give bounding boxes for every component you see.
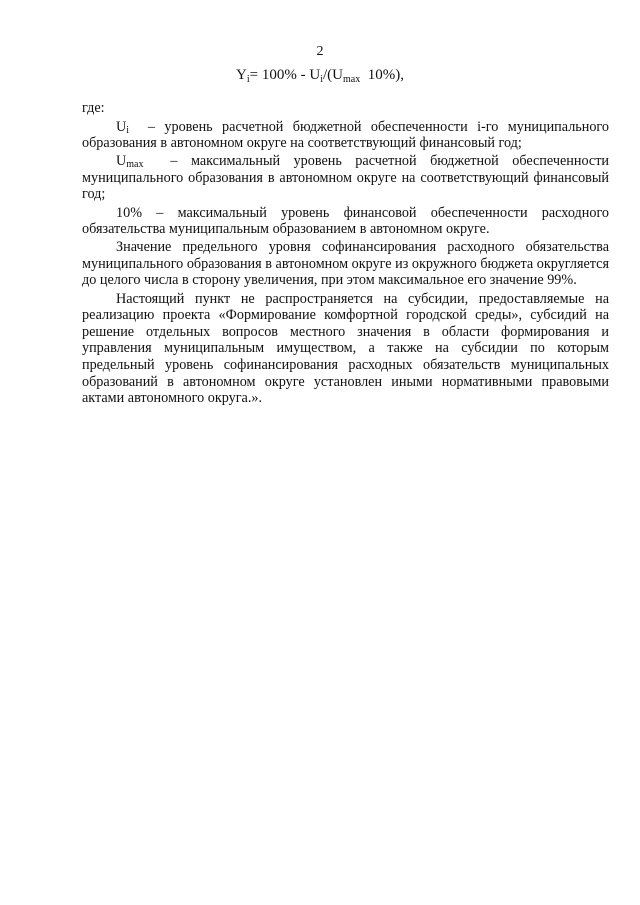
definition-umax [82,153,609,203]
definition-ui [82,119,609,152]
paragraph-cofinancing-limit: Значение предельного уровня софинансирования расходного обязательства муниципального образования в автономном округе из окружного бюджета округляется до целого числа в сторону увеличения, при этом максимальное его значение 99%. [82,239,609,289]
page-number: 2 [316,44,324,59]
definition-ten-percent-text: – максимальный уровень финансовой обеспеченности расходного обязательства муниципальным образованием в автономном округе. [82,204,609,238]
definition-ui-symbol: U [116,118,127,135]
formula-u-subscript: i [320,74,323,85]
formula-part-2: /(U [322,67,343,83]
definition-ui-subscript: i [126,124,130,136]
definition-ui-text: – уровень расчетной бюджетной обеспеченности i-го муниципального образования в автономном округе на соответствующий финансовый год; [82,118,609,152]
where-label: где: [82,100,105,116]
definition-umax-symbol: U [116,153,127,170]
document-body [82,100,609,408]
definition-umax-subscript: max [126,159,144,171]
formula-lhs-subscript: i [246,74,250,85]
definition-umax-text: – максимальный уровень расчетной бюджетной обеспеченности муниципального образования в автономном округе на соответствующий финансовый год; [82,153,610,203]
formula-part-3: 10%), [367,67,404,83]
formula [0,66,640,84]
definition-ten-percent-symbol: 10% [116,204,143,221]
formula-lhs: Y [236,67,247,83]
formula-umax-subscript: max [342,74,361,85]
formula-part-1: = 100% - U [249,67,321,83]
paragraph-exceptions: Настоящий пункт не распространяется на субсидии, предоставляемые на реализацию проекта «Формирование комфортной городской среды», субсидий на решение отдельных вопросов местного значения в области формирования и управления муниципальным имуществом, а также на субсидии по которым предельный уровень софинансирования расходных обязательств муниципальных образований в автономном округе установлен иными нормативными правовыми актами автономного округа.». [82,290,609,407]
definition-ten-percent [82,205,609,238]
